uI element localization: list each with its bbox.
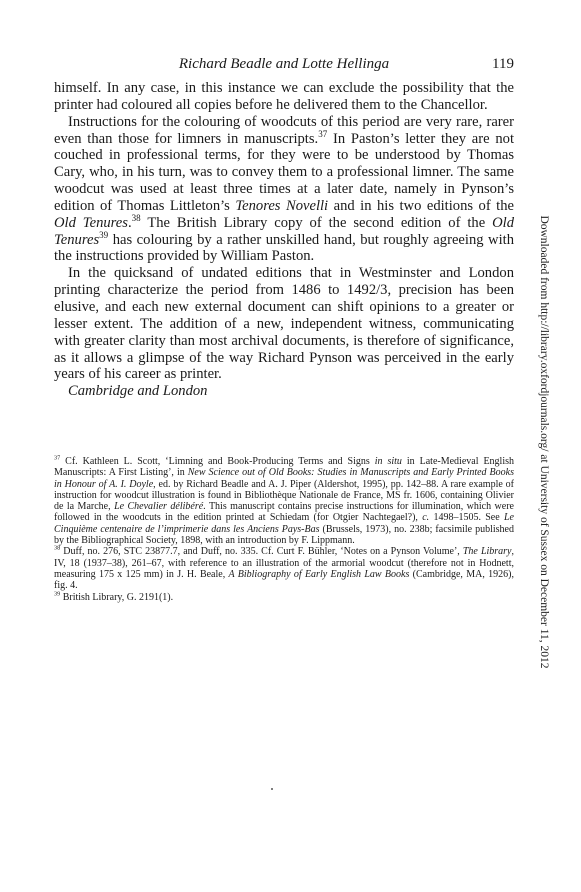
footnote-37 bbox=[54, 456, 514, 546]
running-head-authors: Richard Beadle and Lotte Hellinga bbox=[178, 56, 390, 72]
page-number: 119 bbox=[492, 56, 514, 72]
footnote-38 bbox=[54, 546, 514, 591]
title-old-tenures: Old Tenures bbox=[54, 214, 128, 231]
footnote-37-italic-1: in situ bbox=[374, 456, 402, 467]
footnote-38-italic-1: The Library bbox=[462, 546, 512, 558]
footnote-37-text-c: , ed. by Richard Beadle and A. J. Piper (Aldershot, 1995), pp. 142–88. A rare example of instruction for woodcut illustration is found in Bibliothèque Nationale de France, MS fr. 1606, containing Olivier de la Marche, bbox=[54, 478, 514, 513]
footnote-ref-39[interactable]: 39 bbox=[99, 229, 109, 240]
footnote-37-italic-5: Le Cinquième centenaire de l’imprimerie dans les Anciens Pays-Bas bbox=[54, 512, 514, 535]
footnote-38-italic-2: A Bibliography of Early English Law Books bbox=[228, 568, 410, 580]
footnote-ref-38[interactable]: 38 bbox=[131, 212, 141, 223]
paragraph-2-part-e: The British Library copy of the second edition of the bbox=[140, 214, 493, 231]
body-text bbox=[54, 80, 514, 400]
paragraph-2-part-a: Instructions for the colouring of woodcuts of this period are very rare, rarer even than those for limners in manuscripts. bbox=[54, 113, 514, 147]
paragraph-2-part-f: has colouring by a rather unskilled hand, but roughly agreeing with the instructions provided by William Paston. bbox=[54, 231, 514, 265]
page-dot-mark bbox=[271, 788, 273, 790]
paragraph-3: In the quicksand of undated editions that in Westminster and London printing characterize the period from 1486 to 1492/3, precision has been elusive, and each new external document can shift opinions to a greater or lesser extent. The addition of a new, independent witness, communicating with greater clarity than most archival documents, is therefore of significance, as it allows a glimpse of the way Richard Pynson was perceived in the early years of his career as printer. bbox=[54, 265, 514, 383]
footnote-37-number: 37 bbox=[54, 454, 61, 462]
footnote-37-italic-4: c. bbox=[422, 512, 430, 524]
footnote-39-text-a: British Library, G. 2191(1). bbox=[60, 591, 174, 603]
paragraph-2 bbox=[54, 114, 514, 266]
footnote-37-italic-2: New Science out of Old Books: Studies in Manuscripts and Early Printed Books in Honour of A. I. Doyle bbox=[54, 467, 514, 490]
footnote-37-text-a: Cf. Kathleen L. Scott, ‘Limning and Book-Producing Terms and Signs bbox=[60, 456, 375, 467]
footnote-37-italic-3: Le Chevalier délibéré bbox=[114, 501, 204, 513]
footnote-37-text-d: . This manuscript contains precise instructions for illumination, which were followed in the woodcuts in the edition printed at Schiedam (for Otgier Nachtegael?), bbox=[54, 501, 514, 524]
download-watermark-text: Downloaded from http://library.oxfordjournals.org/ at University of Sussex on December 11, 2012 bbox=[538, 215, 550, 669]
footnote-38-text-b: , IV, 18 (1937–38), 261–67, with reference to an illustration of the armorial woodcut (therefore not in Hodnett, measuring 175 x 125 mm) in J. H. Beale, bbox=[54, 546, 514, 580]
footnote-37-text-e: 1498–1505. See bbox=[429, 512, 504, 524]
paragraph-2-part-d: . bbox=[127, 214, 132, 231]
footnote-38-number: 38 bbox=[54, 545, 61, 553]
download-watermark bbox=[534, 215, 554, 669]
title-tenores-novelli: Tenores Novelli bbox=[235, 197, 329, 214]
footnote-38-text-c: (Cambridge, MA, 1926), fig. 4. bbox=[54, 568, 514, 592]
paragraph-1: himself. In any case, in this instance we can exclude the possibility that the printer had coloured all copies before he delivered them to the Chancellor. bbox=[54, 80, 514, 113]
paragraph-2-part-c: and in his two editions of the bbox=[328, 197, 514, 214]
running-head bbox=[54, 56, 514, 74]
footnote-39-number: 39 bbox=[54, 590, 61, 598]
footnote-37-text-f: (Brussels, 1973), no. 238b; facsimile published by the Bibliographical Society, 1898, with an introduction by F. Lippmann. bbox=[54, 523, 514, 547]
footnote-37-text-b: in Late-Medieval English Manuscripts: A First Listing’, in bbox=[54, 456, 515, 479]
paragraph-2-part-b: In Paston’s letter they are not couched in professional terms, for they were to be understood by Thomas Cary, who, in his turn, was to convey them to a professional limner. The same woodcut was used at least three times at a later date, namely in Pynson’s edition of Thomas Littleton’s bbox=[54, 130, 514, 214]
title-old-tenures-2: Old Tenures bbox=[54, 214, 514, 248]
footnote-38-text-a: Duff, no. 276, STC 23877.7, and Duff, no. 335. Cf. Curt F. Bühler, ‘Notes on a Pynson Volume’, bbox=[60, 546, 463, 558]
footnote-ref-37[interactable]: 37 bbox=[318, 128, 328, 139]
footnotes bbox=[54, 456, 514, 603]
footnote-39 bbox=[54, 592, 514, 603]
section-subheading: Cambridge and London bbox=[68, 383, 208, 400]
